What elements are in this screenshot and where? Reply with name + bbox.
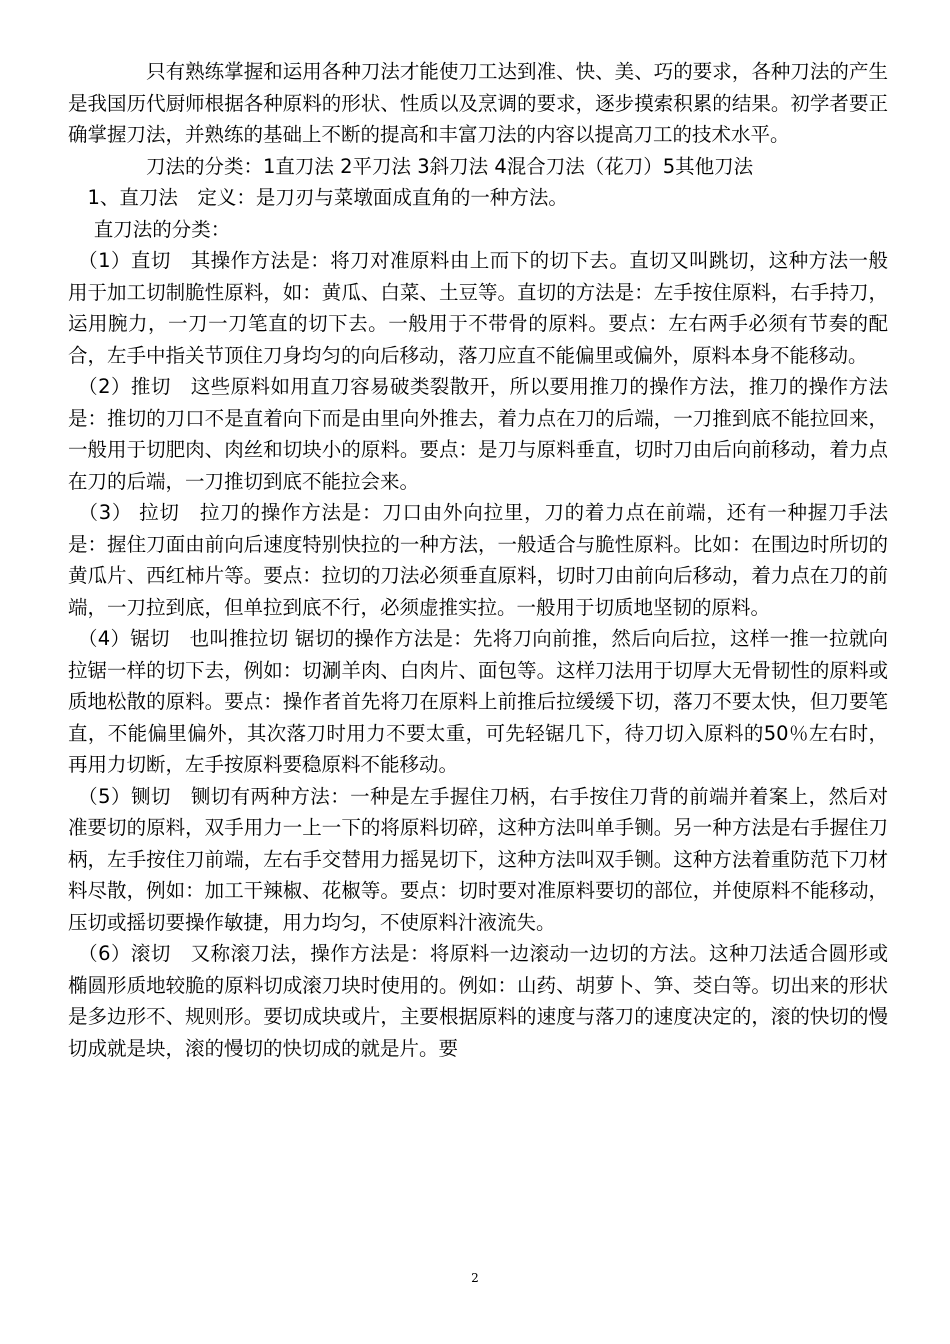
document-page xyxy=(68,56,888,1064)
page-number: 2 xyxy=(471,1271,479,1285)
saw-cut-paragraph: （4）锯切 也叫推拉切 锯切的操作方法是：先将刀向前推，然后向后拉，这样一推一拉就向拉锯一样的切下去，例如：切涮羊肉、白肉片、面包等。这样刀法用于切厚大无骨韧性的原料或质地松散的原料。要点：操作者首先将刀在原料上前推后拉缓缓下切，落刀不要太快，但刀要笔直，不能偏里偏外，其次落刀时用力不要太重，可先轻锯几下，待刀切入原料的50％左右时，再用力切断，左手按原料要稳原料不能移动。 xyxy=(68,627,888,776)
chop-cut-paragraph: （5）铡切 铡切有两种方法：一种是左手握住刀柄，右手按住刀背的前端并着案上，然后对准要切的原料，双手用力一上一下的将原料切碎，这种方法叫单手铡。另一种方法是右手握住刀柄，左手按住刀前端，左右手交替用力摇晃切下，这种方法叫双手铡。这种方法着重防范下刀材料尽散，例如：加工干辣椒、花椒等。要点：切时要对准原料要切的部位，并使原料不能移动，压切或摇切要操作敏捷，用力均匀，不使原料汁液流失。 xyxy=(68,784,888,934)
pull-cut-paragraph: （3） 拉切 拉刀的操作方法是：刀口由外向拉里，刀的着力点在前端，还有一种握刀手法是：握住刀面由前向后速度特别快拉的一种方法，一般适合与脆性原料。比如：在围边时所切的黄瓜片、西红柿片等。要点：拉切的刀法必须垂直原料，切时刀由前向后移动，着力点在刀的前端，一刀拉到底，但单拉到底不行，必须虚推实拉。一般用于切质地坚韧的原料。 xyxy=(68,501,888,619)
push-cut-paragraph: （2）推切 这些原料如用直刀容易破类裂散开，所以要用推刀的操作方法，推刀的操作方法是：推切的刀口不是直着向下而是由里向外推去，着力点在刀的后端，一刀推到底不能拉回来，一般用于切肥肉、肉丝和切块小的原料。要点：是刀与原料垂直，切时刀由后向前移动，着力点在刀的后端，一刀推切到底不能拉会来。 xyxy=(68,375,888,493)
straight-knife-categories-heading: 直刀法的分类： xyxy=(68,217,231,241)
straight-knife-definition: 1、直刀法 定义：是刀刃与菜墩面成直角的一种方法。 xyxy=(68,186,568,209)
straight-cut-paragraph: （1）直切 其操作方法是：将刀对准原料由上而下的切下去。直切又叫跳切，这种方法一般用于加工切制脆性原料，如：黄瓜、白菜、土豆等。直切的方法是：左手按住原料，右手持刀，运用腕力，一刀一刀笔直的切下去。一般用于不带骨的原料。要点：左右两手必须有节奏的配合，左手中指关节顶住刀身均匀的向后移动，落刀应直不能偏里或偏外，原料本身不能移动。 xyxy=(68,249,888,367)
classification-paragraph: 刀法的分类：1直刀法 2平刀法 3斜刀法 4混合刀法（花刀）5其他刀法 xyxy=(68,154,754,178)
intro-paragraph: 只有熟练掌握和运用各种刀法才能使刀工达到准、快、美、巧的要求，各种刀法的产生是我国历代厨师根据各种原料的形状、性质以及烹调的要求，逐步摸索积累的结果。初学者要正确掌握刀法，并熟练的基础上不断的提高和丰富刀法的内容以提高刀工的技术水平。 xyxy=(68,60,888,146)
roll-cut-paragraph: （6）滚切 又称滚刀法，操作方法是：将原料一边滚动一边切的方法。这种刀法适合圆形或椭圆形质地较脆的原料切成滚刀块时使用的。例如：山药、胡萝卜、笋、茭白等。切出来的形状是多边形不、规则形。要切成块或片，主要根据原料的速度与落刀的速度决定的，滚的快切的慢切成就是块，滚的慢切的快切成的就是片。要 xyxy=(68,942,888,1060)
